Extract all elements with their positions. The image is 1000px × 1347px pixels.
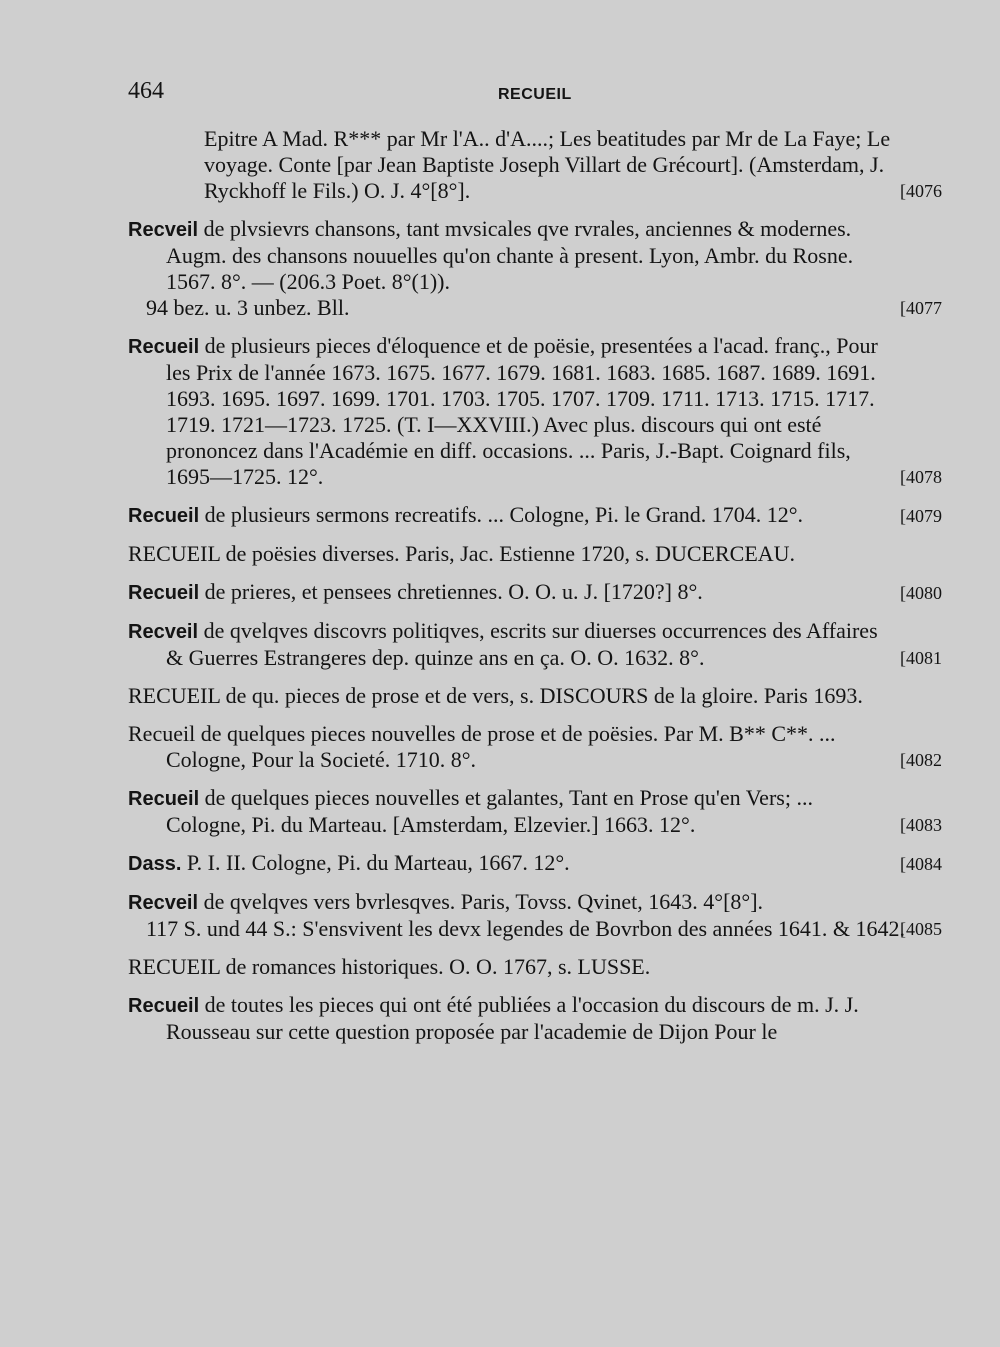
entry-keyword: RECUEIL xyxy=(128,683,221,708)
entry-text: RECUEIL de romances historiques. O. O. 1767, s. LUSSE. xyxy=(128,954,651,979)
entry-text: RECUEIL de poësies diverses. Paris, Jac. Estienne 1720, s. DUCERCEAU. xyxy=(128,541,796,566)
catalog-entry xyxy=(128,216,950,321)
catalog-entry xyxy=(128,618,950,671)
entry-text: Recueil de toutes les pieces qui ont été publiées a l'occasion du discours de m. J. J. Rousseau sur cette question proposée par l'academie de Dijon Pour le xyxy=(128,992,859,1044)
entry-note: 117 S. und 44 S.: S'ensvivent les devx legendes de Bovrbon des années 1641. & 1642. xyxy=(146,916,906,941)
page-header xyxy=(128,78,936,110)
entry-number: [4080 xyxy=(900,583,942,603)
catalog-entry xyxy=(128,333,950,490)
entry-list xyxy=(128,126,950,1057)
entry-keyword: Recueil xyxy=(128,505,200,527)
entry-text: Recueil de quelques pieces nouvelles de prose et de poësies. Par M. B** C**. ... Cologne, Pour la Societé. 1710. 8°. xyxy=(128,721,836,772)
entry-text: Epitre A Mad. R*** par Mr l'A.. d'A....; Les beatitudes par Mr de La Faye; Le voyage. Conte [par Jean Baptiste Joseph Villart de Grécourt]. (Amsterdam, J. Ryckhoff le Fils.) O. J. 4°[8°]. xyxy=(204,126,891,203)
entry-number: [4078 xyxy=(900,467,942,487)
entry-number: [4082 xyxy=(900,750,942,770)
catalog-entry xyxy=(128,683,950,709)
page-number: 464 xyxy=(128,78,164,104)
entry-number: [4079 xyxy=(900,506,942,526)
entry-note: 94 bez. u. 3 unbez. Bll. xyxy=(146,295,350,320)
entry-text: Recveil de qvelqves discovrs politiqves, escrits sur diuerses occurrences des Affaires & Guerres Estrangeres dep. quinze ans en ça. O. O. 1632. 8°. xyxy=(128,618,878,670)
entry-number: [4077 xyxy=(900,298,942,318)
entry-keyword: RECUEIL xyxy=(128,954,221,979)
entry-number: [4084 xyxy=(900,854,942,874)
entry-text: Recueil de plusieurs sermons recreatifs. ... Cologne, Pi. le Grand. 1704. 12°. xyxy=(128,502,804,527)
running-title: RECUEIL xyxy=(498,86,572,103)
entry-keyword: Recueil xyxy=(128,582,200,604)
catalog-entry xyxy=(128,850,950,877)
catalog-entry xyxy=(128,579,950,606)
entry-number: [4085 xyxy=(900,919,942,939)
entry-number: [4076 xyxy=(900,181,942,201)
entry-keyword: Recueil xyxy=(128,788,200,810)
entry-keyword: Recveil xyxy=(128,892,199,914)
catalog-entry xyxy=(128,541,950,567)
entry-text: Recveil de qvelqves vers bvrlesqves. Paris, Tovss. Qvinet, 1643. 4°[8°]. xyxy=(128,889,764,914)
entry-text: Recveil de plvsievrs chansons, tant mvsicales qve rvrales, anciennes & modernes. Augm. des chansons nouuelles qu'on chante à present. Lyon, Ambr. du Rosne. 1567. 8°. — (206.3 Poet. 8°(1)). xyxy=(128,216,854,294)
entry-keyword: Recueil xyxy=(128,995,200,1017)
entry-keyword: Recveil xyxy=(128,219,199,241)
entry-number: [4081 xyxy=(900,648,942,668)
entry-keyword: Recueil xyxy=(128,336,200,358)
catalog-entry xyxy=(128,889,950,942)
catalog-entry xyxy=(128,126,950,204)
entry-text: Recueil de quelques pieces nouvelles et galantes, Tant en Prose qu'en Vers; ... Cologne, Pi. du Marteau. [Amsterdam, Elzevier.] 1663. 12°. xyxy=(128,785,813,837)
catalog-entry xyxy=(128,502,950,529)
entry-text: Recueil de plusieurs pieces d'éloquence et de poësie, presentées a l'acad. franç., Pour les Prix de l'année 1673. 1675. 1677. 1679. 1681. 1683. 1685. 1687. 1689. 1691. 1693. 1695. 1697. 1699. 1701. 1703. 1705. 1707. 1709. 1711. 1713. 1715. 1717. 1719. 1721—1723. 1725. (T. I—XXVIII.) Avec plus. discours qui ont esté prononcez dans l'Académie en diff. occasions. ... Paris, J.-Bapt. Coignard fils, 1695—1725. 12°. xyxy=(128,333,878,489)
entry-text: Recueil de prieres, et pensees chretiennes. O. O. u. J. [1720?] 8°. xyxy=(128,579,703,604)
entry-number: [4083 xyxy=(900,815,942,835)
entry-keyword: RECUEIL xyxy=(128,541,221,566)
catalog-entry xyxy=(128,721,950,773)
entry-keyword: Recveil xyxy=(128,621,199,643)
entry-text: Dass. P. I. II. Cologne, Pi. du Marteau, 1667. 12°. xyxy=(128,850,570,875)
entry-text: RECUEIL de qu. pieces de prose et de vers, s. DISCOURS de la gloire. Paris 1693. xyxy=(128,683,863,708)
catalog-entry xyxy=(128,992,950,1045)
catalog-entry xyxy=(128,954,950,980)
entry-keyword: Dass. xyxy=(128,853,182,875)
catalog-entry xyxy=(128,785,950,838)
